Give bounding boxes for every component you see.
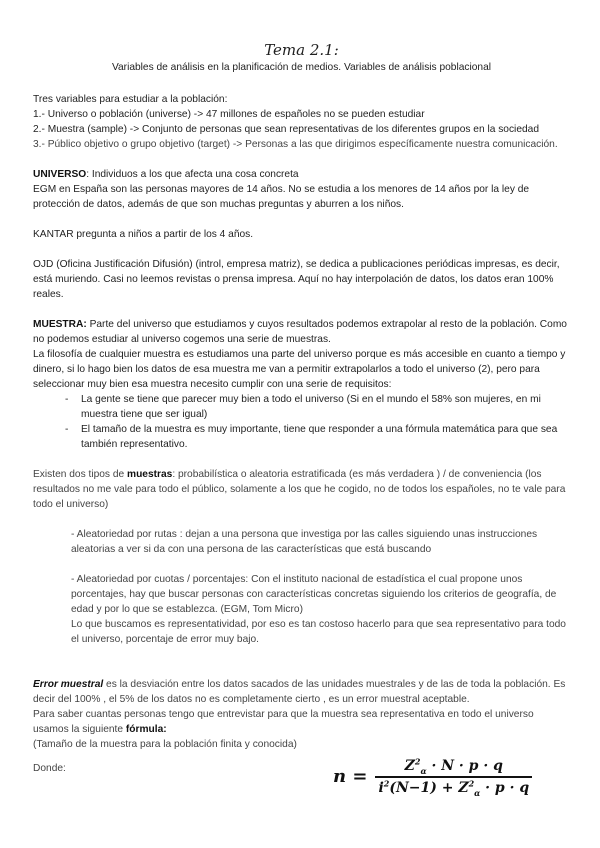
aleatoriedad-rutas: - Aleatoriedad por rutas : dejan a una persona que investiga por las calles siguiendo unas instrucciones aleatorias a ver si da con una persona de las características que está buscando xyxy=(71,529,538,555)
universo-ojd: OJD (Oficina Justificación Difusión) (introl, empresa matriz), se dedica a publicaciones periódicas impresas, es decir, está muriendo. Casi no leemos revistas o prensa impresa. Aquí no hay interpolación de datos, los datos eran 100% reales. xyxy=(33,259,560,300)
list-item: - La gente se tiene que parecer muy bien a todo el universo (Si en el mundo el 58% son mujeres, en mi muestra tiene que ser igual) xyxy=(65,392,570,422)
sample-size-formula xyxy=(333,756,532,798)
formula-denominator: $i^2(N-1) + Z^2_\alpha \cdot p \cdot q$ xyxy=(378,777,530,798)
muestra-definition: MUESTRA: Parte del universo que estudiamos y cuyos resultados podemos extrapolar al resto de la población. Como no podemos estudiar al universo cogemos una serie de muestras. xyxy=(33,319,567,345)
universo-kantar: KANTAR pregunta a niños a partir de los 4 años. xyxy=(33,229,254,240)
tipos-conclusion: Lo que buscamos es representatividad, por eso es tan costoso hacerlo para que sea representativo para todo el universo, porcentaje de error muy bajo. xyxy=(71,619,566,645)
page-subtitle: Variables de análisis en la planificación de medios. Variables de análisis poblacional xyxy=(111,62,492,73)
tipos-muestras: Existen dos tipos de muestras: probabilística o aleatoria estratificada (es más verdadera ) / de conveniencia (los resultados no me vale para todo el público, solamente a los que he cogido, no de todos los españoles, no te vale para todo el universo) xyxy=(33,469,566,510)
intro-line-1: 1.- Universo o población (universe) -> 47 millones de españoles no se pueden estudiar xyxy=(33,109,425,120)
formula-intro: Para saber cuantas personas tengo que entrevistar para que la muestra sea representativa en todo el universo usamos la siguiente fórmula: xyxy=(33,709,534,735)
error-muestral: Error muestral es la desviación entre los datos sacados de las unidades muestrales y de las de toda la población. Es decir del 100% , el 5% de los datos no es completamente cierto , es un error muestral aceptable. xyxy=(33,679,566,705)
formula-note: (Tamaño de la muestra para la población finita y conocida) xyxy=(33,739,297,750)
formula-lhs: n = xyxy=(333,766,368,788)
intro-line-2: 2.- Muestra (sample) -> Conjunto de personas que sean representativas de los diferentes grupos en la sociedad xyxy=(33,124,539,135)
list-item: - El tamaño de la muestra es muy importante, tiene que responder a una fórmula matemática para que sea también representativo. xyxy=(65,422,570,452)
intro-heading: Tres variables para estudiar a la población: xyxy=(33,94,228,105)
formula-numerator: $Z^2_\alpha \cdot N \cdot p \cdot q$ xyxy=(404,756,503,776)
universo-label: UNIVERSO xyxy=(33,169,87,180)
muestra-label: MUESTRA: xyxy=(33,319,87,330)
muestra-filosofia: La filosofía de cualquier muestra es estudiamos una parte del universo porque es más accesible en cuanto a tiempo y dinero, si lo hago bien los datos de esa muestra me van a permitir extrapolarlos a todo el universo (2), pero para seleccionar muy bien esa muestra necesito cumplir con una serie de requisitos: xyxy=(33,349,566,390)
intro-line-3: 3.- Público objetivo o grupo objetivo (target) -> Personas a las que dirigimos específicamente nuestra comunicación. xyxy=(33,139,558,150)
aleatoriedad-cuotas: - Aleatoriedad por cuotas / porcentajes: Con el instituto nacional de estadística el cual propone unos porcentajes, hay que buscar personas con características concretas siguiendo los criterios de geografía, de edad y por lo que se establezca. (EGM, Tom Micro) xyxy=(71,574,557,615)
page-title: Tema 2.1: xyxy=(264,41,339,59)
universo-egm: EGM en España son las personas mayores de 14 años. No se estudia a los menores de 14 años por la ley de protección de datos, además de que son muchas preguntas y aburren a los niños. xyxy=(33,184,530,210)
formula-fraction xyxy=(375,756,532,798)
error-label: Error muestral xyxy=(33,679,104,690)
requisitos-list xyxy=(33,392,570,452)
universo-definition: UNIVERSO: Individuos a los que afecta una cosa concreta xyxy=(33,169,299,180)
donde-label: Donde: xyxy=(33,763,66,774)
document-page xyxy=(33,40,570,776)
